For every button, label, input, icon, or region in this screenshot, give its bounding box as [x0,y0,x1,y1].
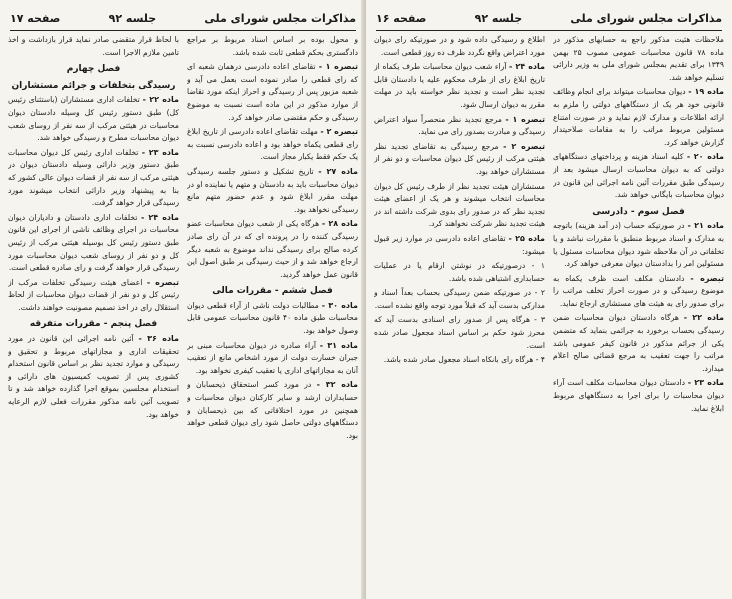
article-paragraph [8,333,179,421]
article-paragraph [374,61,545,111]
article-paragraph [187,61,358,124]
body-paragraph: ۳ - هرگاه پس از صدور رای اسنادی بدست آید که محرز شود حکم بر اساس اسناد مجعول صادر شده است. [374,315,545,350]
article-text: مرجع رسیدگی به تقاضای تجدید نظر هیئتی مرکب از رئیس کل دیوان محاسبات و دو نفر از مستشاران خواهد بود. [374,141,545,176]
body-paragraph: و محول بوده بر اساس اسناد مربوط بر مراجع دادگستری بحکم قطعی ثابت شده باشد. [187,35,358,57]
section-heading: رسیدگی بتخلفات و جرائم مستشاران [11,80,176,91]
article-text: هرگاه یکی از شعب دیوان محاسبات عضو رسیدگی کننده را در پرونده ای که در آن رای صادر کرده صالح برای رسیدگی نداند موضوع به شعبه دیگر ارجاع خواهد شد و از حیث رسیدگی بر طبق اصول این قانون عمل خواهد گردید. [187,219,358,279]
article-paragraph [187,218,358,281]
article-paragraph [187,166,358,216]
article-paragraph [553,312,724,375]
article-paragraph [187,379,358,442]
left-page-column-left [8,34,179,593]
section-heading: فصل سوم - دادرسی [592,206,685,217]
article-paragraph [553,377,724,415]
left-page-header [10,8,356,28]
article-text: دادستان دیوان محاسبات مکلف است آراء دیوان محاسبات را برای اجرا به دستگاههای مربوط ابلاغ نماید. [553,378,724,413]
article-label: ماده ۲۵ - [508,233,545,243]
article-text: در صورتیکه حساب (در آمد هزینه) باتوجه به مدارک و اسناد مربوط منطبق با مقررات نباشد و یا تخلفاتی در آن ملاحظه شود دیوان محاسبات مسئول یا مسئولین امر را بدادستان دیوان معرفی خواهد کرد. [553,221,724,269]
article-label: ماده ۳۰ - [321,300,358,310]
left-page-columns [8,34,358,593]
left-page-number: صفحه ۱۷ [10,11,61,25]
body-paragraph: ۱ - درصورتیکه در نوشتن ارقام یا در عملیات حسابداری اشتباهی شده باشد. [374,261,545,283]
right-page-column-left [374,34,545,593]
article-label: ماده ۲۲ - [683,313,724,323]
article-text: مطالبات دولت ناشی از آراء قطعی دیوان محاسبات طبق ماده ۴۰ قانون محاسبات عمومی قابل وصول خواهد بود. [187,300,358,336]
section-heading: فصل ششم - مقررات مالی [212,286,333,297]
left-page-column-right [187,34,358,593]
article-label: تبصره - [146,277,179,287]
right-page-session: جلسه ۹۲ [474,11,523,25]
article-text: آئین نامه اجرائی این قانون در مورد تحقیقات اداری و مجازاتهای مربوط و تحقیق و رسیدگی و موارد تجدید نظر بر اساس قانون استخدام کشوری پس از تصویب کمیسیون های دارائی و استخدام مجلسین بموقع اجرا گذارده خواهد شد و تا تصویب آئین نامه مذکور مقررات فعلی لازم الرعایه خواهد بود. [8,334,179,419]
article-text: دیوان محاسبات میتواند برای انجام وظائف قانونی خود هر یک از دستگاههای دولتی را ملزم به ارائه اطلاعات و مدارک لازم نماید و در صورت امتناع مسئولین مربوط مراتب را به مقامات صلاحیتدار گزارش خواهد کرد. [553,87,724,147]
article-label: ماده ۳۲ - [316,380,358,390]
article-paragraph [374,141,545,179]
section-heading: فصل چهارم [66,64,121,75]
right-page [366,0,732,599]
article-text: اعضای هیئت رسیدگی تخلفات مرکب از رئیس کل و دو نفر از قضات دیوان محاسبات از لحاظ استقلال رای در اخذ تصمیم مصونیت خواهند داشت. [8,277,179,312]
article-paragraph [8,277,179,315]
article-label: ماده ۳۶ - [138,334,179,344]
article-label: تبصره - [690,273,724,283]
article-text: تقاضای اعاده دادرسی درهمان شعبه ای که رای قطعی را صادر نموده است بعمل می آید و شعبه مزبور پس از رسیدگی و احراز اینکه مورد تقاضا از موارد مذکور در این ماده است نسبت به موضوع رسیدگی و حکم مقتضی صادر خواهد کرد. [187,62,358,122]
article-text: کلیه اسناد هزینه و پرداختهای دستگاههای دولتی که به دیوان محاسبات ارسال میشود بعد از رسیدگی طبق مقررات آئین نامه اجرائی این قانون در دیوان محاسبات بایگانی خواهد شد. [553,152,724,200]
body-paragraph: ۲ - در صورتیکه ضمن رسیدگی بحساب بعداً اسناد و مدارکی بدست آید که قبلاً مورد توجه واقع نشده است. [374,288,545,310]
body-paragraph: مستشاران هیئت تجدید نظر از طرف رئیس کل دیوان محاسبات انتخاب میشوند و هر یک از اعضای هیئت تجدید نظر که در صدور رای بدوی شرکت داشته اند در هیئت تجدید نظر شرکت نخواهند کرد. [374,181,545,229]
header-rule [376,30,722,31]
article-text: آراء صادره در دیوان محاسبات مبنی بر جبران خسارت دولت از مورد اشخاص مانع از تعقیب آنان به مجازاتهای اداری یا تعقیب کیفری نخواهد بود. [187,340,358,375]
left-page-title: مذاکرات مجلس شورای ملی [204,11,356,25]
article-label: ماده ۲۰ - [686,152,724,162]
article-label: ماده ۲۴ - [509,62,545,72]
article-paragraph [553,220,724,270]
article-label: ماده ۱۹ - [688,87,724,97]
body-paragraph: ۴ - هرگاه رای بانکاه اسناد مجعول صادر شده باشد. [383,355,545,365]
article-label: ماده ۲۸ - [321,219,358,229]
article-label: تبصره ۱ - [318,62,358,72]
section-heading: فصل پنجم - مقررات متفرقه [29,319,158,330]
article-text: در مورد کسر استحقاق ذیحسابان و حسابداران ارشد و سایر کارکنان دیوان محاسبات و همچنین در مورد اختلافاتی که بین ذیحسابان و دستگاههای دولتی حاصل شود رای دیوان قطعی خواهد بود. [187,380,358,440]
article-label: ماده ۲۳ - [141,147,179,157]
header-rule [10,30,356,31]
article-paragraph [8,212,179,275]
article-text: دادستان مکلف است ظرف یکماه به موضوع رسیدگی و در صورت احراز تخلف مراتب را برای صدور رای به هیئت های مستشاری ارجاع نماید. [553,273,724,308]
right-page-header [376,8,722,28]
article-text: هرگاه دادستان دیوان محاسبات ضمن رسیدگی بحساب برخورد به جرائمی بنماید که متضمن یکی از جرائم مذکور در قانون کیفر عمومی باشد مراتب را جهت تعقیب به مرجع قضائی صالح اعلام میدارد. [553,313,724,373]
article-label: ماده ۳۱ - [319,340,358,350]
body-paragraph: اطلاع و رسیدگی داده شود و در صورتیکه رای دیوان مورد اعتراض واقع نگردد ظرف ده روز قطعی است. [374,35,545,57]
article-text: تقاضای اعاده دادرسی در موارد زیر قبول میشود: [374,233,545,256]
article-label: تبصره ۱ - [505,114,545,124]
article-paragraph [187,340,358,378]
article-text: تاریخ تشکیل و دستور جلسه رسیدگی دیوان محاسبات باید به دادستان و متهم یا نماینده او در مهلت مقرر ابلاغ شود و عدم حضور متهم مانع رسیدگی نخواهد بود. [187,166,358,214]
article-label: ماده ۲۱ - [687,221,724,231]
body-paragraph: با لحاظ قرار متقضی صادر نماید قرار بازداشت و اخذ تامین ملازم الاجرا است. [8,35,179,57]
article-label: ماده ۲۳ - [687,378,724,388]
article-text: مرجع تجدید نظر منحصراً سواد اعتراض رسیدگی و مبادرت بصدور رای می نماید. [374,114,545,137]
article-text: تخلفات اداری دادستان و دادیاران دیوان محاسبات در اجرای وظائف ناشی از اجرای این قانون طبق دستور رئیس کل بوسیله هیئتی مرکب از رئیس کل و دو نفر از روسای شعب دیوان محاسبات مورد رسیدگی قرار خواهد گرفت و رای صادره قطعی است. [8,212,179,273]
right-page-title: مذاکرات مجلس شورای ملی [570,11,722,25]
article-label: ماده ۲۲ - [142,95,179,105]
article-paragraph [374,114,545,139]
right-page-number: صفحه ۱۶ [376,11,427,25]
article-text: تخلفات اداری مستشاران (باستثنای رئیس کل) طبق دستور رئیس کل وسیله دادستان دیوان محاسبات در هیئتی مرکب از سه نفر از روسای شعب دیوان محاسبات مطرح و رسیدگی خواهد شد. [8,95,179,143]
left-page-session: جلسه ۹۲ [108,11,157,25]
article-text: مهلت تقاضای اعاده دادرسی از تاریخ ابلاغ رای قطعی یکماه خواهد بود و اعاده دادرسی نسبت به یک حکم فقط یکبار مجاز است. [187,127,358,162]
article-paragraph [553,273,724,311]
right-page-columns [374,34,724,593]
article-paragraph [553,151,724,201]
article-paragraph [8,147,179,210]
article-paragraph [8,94,179,144]
article-label: تبصره ۲ - [320,127,358,137]
article-text: آراء شعب دیوان محاسبات طرف یکماه از تاریخ ابلاغ رای از طرف محکوم علیه یا دادستان قابل تجدید نظر است و تجدید نظر خواسته باید در مهلت مقرر به دیوان ارسال شود. [374,62,545,109]
article-text: تخلفات اداری رئیس کل دیوان محاسبات طبق دستور وزیر دارائی وسیله دادستان دیوان در هیئتی مرکب از سه نفر از قضات دیوان عالی کشور که بنا به پیشنهاد وزیر دارائی انتخاب میشوند مورد رسیدگی قرار خواهد گرفت. [8,147,179,208]
article-label: ماده ۲۴ - [141,212,179,222]
article-label: ماده ۲۷ - [318,166,358,176]
article-label: تبصره ۲ - [503,141,545,151]
right-page-column-right [553,34,724,593]
article-paragraph [187,126,358,164]
body-paragraph: ملاحظات هئیت مذکور راجع به حسابهای مذکور در ماده ۷۸ قانون محاسبات عمومی مصوب ۲۵ بهمن ۱۳۴۹ برای تقدیم بمجلس شورای ملی به وزیر دارائی تسلیم خواهد شد. [553,35,724,82]
article-paragraph [187,300,358,338]
article-paragraph [374,233,545,258]
article-paragraph [553,86,724,149]
